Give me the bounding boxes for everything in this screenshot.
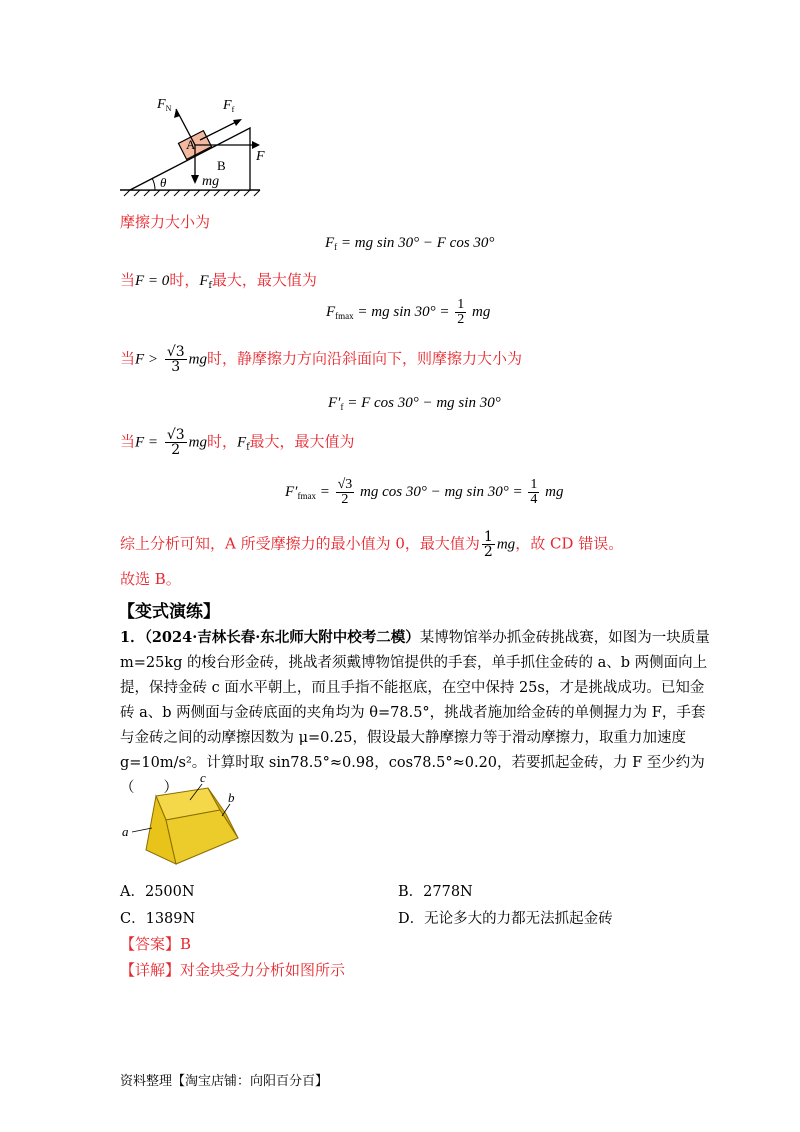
solution-line-2: 当F = 0时，$F_f$最大，最大值为 xyxy=(120,271,317,291)
option-d[interactable]: D．无论多大的力都无法抓起金砖 xyxy=(398,911,613,927)
fn-label: $F_N$ xyxy=(157,97,172,113)
ff-label: $F_f$ xyxy=(223,98,235,114)
question-source: （2024·吉林长春·东北师大附中校考二模） xyxy=(144,629,420,646)
gold-brick-figure xyxy=(118,772,248,872)
solution-line-1: 摩擦力大小为 xyxy=(120,213,211,231)
solution-line-4: 当F = $\frac{√3}{2}$ mg时，$F_f$最大，最大值为 xyxy=(120,427,355,458)
option-c[interactable]: C．1389N xyxy=(120,911,196,927)
label-a: a xyxy=(122,824,129,839)
question-body: 某博物馆举办抓金砖挑战赛，如图为一块质量 m=25kg 的梭台形金砖，挑战者须戴博物馆提供的手套，单手抓住金砖的 a、b 两侧面向上提，保持金砖 c 面水平朝上，而且手指不能抠底，在空中保持 25s，才是挑战成功。已知金砖 a、b 两侧面与金砖底面的夹角均为 θ=78.5°，挑战者施加给金砖的单侧握力为 F，手套与金砖之间的动摩擦因数为 μ=0.25，假设最大静摩擦力等于滑动摩擦力，取重力加速度 g=10m/s²。计算时取 sin78.5°≈0.98，cos78.5°≈0.20，若要抓起金砖，力 F 至少约为（ ） xyxy=(120,630,710,796)
equation-1: $F_f$ = mg sin 30° − F cos 30° xyxy=(325,235,495,252)
mg-label: mg xyxy=(202,174,220,189)
ground-hatch xyxy=(124,190,260,196)
equation-3: $F'_f = F$ cos 30° − mg sin 30° xyxy=(328,395,501,412)
answer-line: 【答案】B xyxy=(120,935,192,953)
solution-line-5: 综上分析可知，A 所受摩擦力的最小值为 0，最大值为 $\frac{1}{2}$ mg，故 CD 错误。 xyxy=(120,529,624,560)
incline-force-diagram xyxy=(110,90,280,200)
label-b: b xyxy=(228,790,235,805)
f-label: F xyxy=(256,149,265,164)
b-label: B xyxy=(217,158,226,173)
section-heading: 【变式演练】 xyxy=(118,602,220,622)
page-footer: 资料整理【淘宝店铺：向阳百分百】 xyxy=(120,1074,329,1089)
question-number: 1． xyxy=(120,629,145,646)
detail-line: 【详解】对金块受力分析如图所示 xyxy=(120,961,346,979)
a-label: A xyxy=(186,137,196,152)
theta-label: θ xyxy=(160,175,167,190)
equation-4: $F'_{fmax}$ = $\frac{√3}{2}$ mg cos 30° − mg sin 30° = $\frac{1}{4}$ mg xyxy=(285,477,564,507)
option-b[interactable]: B．2778N xyxy=(398,884,473,900)
solution-line-6: 故选 B。 xyxy=(120,570,181,588)
solution-line-3: 当F > $\frac{√3}{3}$ mg时，静摩擦力方向沿斜面向下，则摩擦力大小为 xyxy=(120,344,523,375)
option-a[interactable]: A．2500N xyxy=(120,884,195,900)
label-c: c xyxy=(200,772,206,785)
equation-2: $F_{fmax}$ = mg sin 30° = $\frac{1}{2}$ mg xyxy=(326,297,491,327)
